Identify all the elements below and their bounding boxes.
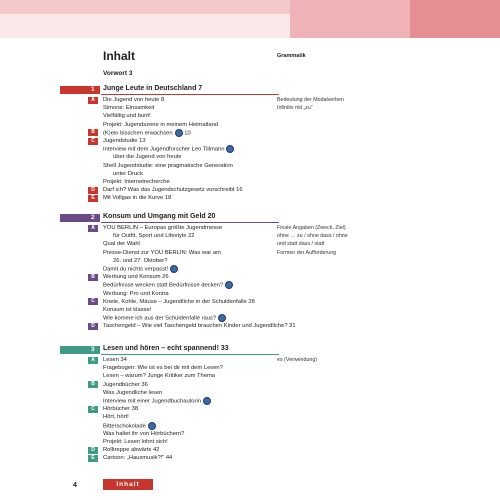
grammar-note: es (Verwendung) [277,357,318,363]
toc-entry-label: Konsum ist klasse! [103,307,152,313]
header-band [0,0,500,38]
toc-entry[interactable] [103,389,162,397]
toc-entry-label: unter Druck [113,170,143,177]
toc-entry[interactable] [103,186,243,194]
chapter-title[interactable]: Lesen und hören – echt spannend! 33 [103,345,229,352]
toc-entry[interactable] [103,104,154,112]
section-badge: E [88,455,98,462]
toc-entry[interactable] [103,372,215,380]
toc-entry[interactable] [103,112,151,120]
toc-entry[interactable] [103,249,221,257]
toc-entry-label: Rolltreppe abwärts 42 [103,447,160,454]
grammar-note: Infinitiv mit „zu“ [277,105,313,112]
toc-entry-label: für Outfit, Sport und Lifestyle 22 [113,233,195,240]
toc-entry[interactable] [103,454,172,462]
toc-entry-label: Bedürfnisse wecken statt Bedürfnisse decken? [103,282,224,289]
cd-audio-icon [218,314,226,322]
toc-entry[interactable] [103,364,223,372]
toc-entry-label: Shell Jugendstudie: eine pragmatische Generation [103,162,233,169]
section-badge: C [88,138,98,145]
toc-entry-label: YOU BERLIN – Europas größte Jugendmesse [103,225,223,231]
toc-entry-label: Vielfältig und bunt! [103,113,151,120]
cd-audio-icon [203,397,211,405]
toc-entry[interactable] [103,438,168,446]
toc-entry-label: Qual der Wahl [103,241,140,248]
section-badge: E [88,195,98,202]
toc-entry-label: Cartoon: „Hausmusik?!“ 44 [103,455,173,462]
chapter-number: 1 [91,85,95,93]
toc-entry[interactable] [103,322,296,330]
grammar-note: ohne … zu / ohne dass / ohne [277,233,348,240]
chapter-number: 3 [91,345,95,353]
toc-entry-label: Presse-Dienst zur YOU BERLIN: Was war am [103,249,221,256]
toc-entry-label: Knete, Kohle, Mäuse – Jugendliche in der Schuldenfalle 28 [103,298,255,305]
toc-entry[interactable] [103,96,164,104]
toc-entry-label: Jugendbücher 36 [103,381,148,388]
toc-entry[interactable] [103,194,171,202]
toc-entry-label: Wie komme ich aus der Schuldenfalle raus? [103,315,217,322]
section-badge: B [88,129,98,136]
toc-entry[interactable] [103,178,170,186]
toc-entry[interactable] [103,298,255,306]
toc-entry-label: Werbung: Pro und Kontra [103,290,169,297]
grammar-note: und statt dass / statt [277,241,325,248]
section-badge: A [88,357,98,364]
section-badge: B [88,274,98,281]
toc-entry-label: Darf ich? Was das Jugendschutzgesetz vorschreibt 16 [103,187,243,194]
toc-entry[interactable] [103,381,148,389]
grammar-note: Finale Angaben (Zweck, Ziel) [277,225,346,231]
toc-entry-page: 10 [182,130,191,137]
toc-entry-label: Hört, hört! [103,414,129,421]
toc-entry[interactable] [103,137,146,145]
toc-entry[interactable] [103,413,129,421]
cd-audio-icon [175,129,183,137]
toc-entry-label: Projekt: Jugendszene in meinem Heimatland [103,121,219,128]
chapter-rule [101,222,279,223]
toc-entry-label: Was haltet ihr von Hörbüchern? [103,430,185,437]
toc-entry[interactable] [103,306,151,314]
toc-entry[interactable] [103,446,159,454]
toc-entry[interactable] [103,162,233,170]
toc-entry[interactable] [103,240,140,248]
toc-entry-label: Mit Vollgas in die Kurve 18 [103,195,172,202]
toc-entry-label: Simone: Einsamkeit [103,105,155,112]
chapter-number: 2 [91,213,95,221]
toc-entry[interactable] [103,224,222,232]
toc-entry-label: Fragebogen: Wie ist es bei dir mit dem Lesen? [103,365,223,372]
toc-entry-label: Interview mit dem Jugendforscher Leo Tillmann [103,146,225,153]
toc-entry-label: (K)ein bisschen erwachsen [103,130,173,137]
grammar-column-heading: Grammatik [277,53,306,59]
toc-entry-label: Lesen – warum? Junge Kritiker zum Thema [103,373,216,380]
toc-entry[interactable] [113,170,143,178]
toc-entry[interactable] [113,153,182,161]
section-badge: A [88,225,98,232]
grammar-note: Bedeutung der Modalverben [277,97,344,103]
chapter-title[interactable]: Junge Leute in Deutschland 7 [103,85,203,92]
toc-entry-label: Die Jugend von heute 8 [103,97,165,103]
toc-entry[interactable] [103,405,138,413]
toc-entry-label: Werbung und Konsum 26 [103,274,169,281]
vorwort-entry[interactable]: Vorwort 3 [103,70,133,77]
toc-entry-label: 26. und 27. Oktober? [113,257,168,264]
toc-entry-label: Jugendstudie 13 [103,138,146,144]
toc-entry-label: Damit du nichts verpasst! [103,266,169,273]
chapter-rule [101,354,279,355]
page-title: Inhalt [103,49,135,63]
cd-audio-icon [170,265,178,273]
chapter-rule [101,94,279,95]
toc-entry-label: Projekt: Internetrecherche [103,179,170,185]
section-badge: D [88,323,98,330]
toc-entry[interactable] [113,232,195,240]
section-badge: A [88,97,98,104]
toc-entry-label: Lesen 34 [103,357,127,363]
toc-entry-label: Bitterschokolade [103,423,146,430]
toc-entry[interactable] [113,257,167,265]
toc-entry[interactable] [103,121,218,129]
cd-audio-icon [225,281,233,289]
toc-entry-label: Projekt: Lesen lohnt sich! [103,439,168,445]
cd-audio-icon [226,145,234,153]
section-badge: C [88,406,98,413]
footer-tab: Inhalt [103,479,153,490]
toc-entry[interactable] [103,430,184,438]
toc-entry-label: Taschengeld – Wie viel Taschengeld brauchen Kinder und Jugendliche? 31 [103,323,296,330]
section-badge: D [88,187,98,194]
toc-entry-label: Was Jugendliche lesen [103,389,163,396]
grammar-note: Formen der Aufforderung [277,249,337,256]
toc-entry-label: Interview mit einer Jugendbuchautorin [103,398,201,405]
cd-audio-icon [148,422,156,430]
header-band-accent [410,0,500,38]
section-badge: B [88,381,98,388]
toc-entry-label: Hörbücher 38 [103,406,139,413]
page-number: 4 [73,482,77,489]
toc-entry[interactable] [103,290,169,298]
section-badge: C [88,298,98,305]
toc-entry[interactable] [103,273,169,281]
section-badge: D [88,447,98,454]
chapter-title[interactable]: Konsum und Umgang mit Geld 20 [103,213,216,220]
toc-entry[interactable] [103,356,127,364]
toc-entry-label: über die Jugend von heute [113,154,182,161]
